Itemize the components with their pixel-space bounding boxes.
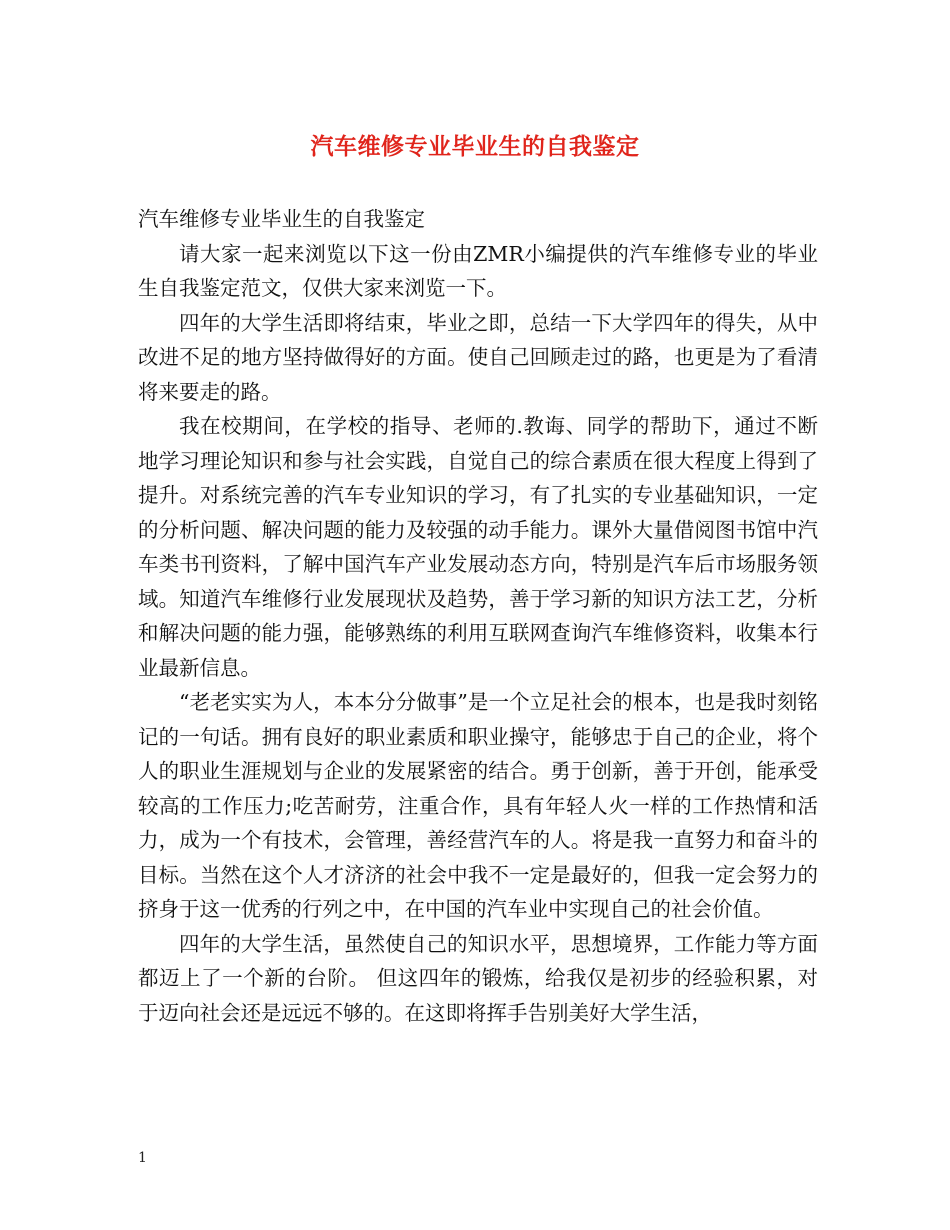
paragraph-intro: 请大家一起来浏览以下这一份由ZMR小编提供的汽车维修专业的毕业生自我鉴定范文，仅供大家来浏览一下。 [138,241,818,300]
paragraph-character: “老老实实为人，本本分分做事”是一个立足社会的根本，也是我时刻铭记的一句话。拥有良好的职业素质和职业操守，能够忠于自己的企业，将个人的职业生涯规划与企业的发展紧密的结合。勇于创新，善于开创，能承受较高的工作压力;吃苦耐劳，注重合作，具有年轻人火一样的工作热情和活力，成为一个有技术，会管理，善经营汽车的人。将是我一直努力和奋斗的目标。当然在这个人才济济的社会中我不一定是最好的，但我一定会努力的挤身于这一优秀的行列之中，在中国的汽车业中实现自己的社会价值。 [138,690,818,921]
paragraph-summary: 四年的大学生活即将结束，毕业之即，总结一下大学四年的得失，从中改进不足的地方坚持做得好的方面。使自己回顾走过的路，也更是为了看清将来要走的路。 [138,310,818,404]
document-subtitle: 汽车维修专业毕业生的自我鉴定 [138,207,425,231]
document-title: 汽车维修专业毕业生的自我鉴定 [310,134,640,160]
document-body [138,202,818,1030]
paragraph-conclusion: 四年的大学生活，虽然使自己的知识水平，思想境界，工作能力等方面都迈上了一个新的台阶。 但这四年的锻炼，给我仅是初步的经验积累，对于迈向社会还是远远不够的。在这即将挥手告别美好大学生活， [138,931,818,1025]
page-number: 1 [138,1150,147,1166]
paragraph-study: 我在校期间，在学校的指导、老师的.教诲、同学的帮助下，通过不断地学习理论知识和参与社会实践，自觉自己的综合素质在很大程度上得到了提升。对系统完善的汽车专业知识的学习，有了扎实的专业基础知识，一定的分析问题、解决问题的能力及较强的动手能力。课外大量借阅图书馆中汽车类书刊资料，了解中国汽车产业发展动态方向，特别是汽车后市场服务领域。知道汽车维修行业发展现状及趋势，善于学习新的知识方法工艺，分析和解决问题的能力强，能够熟练的利用互联网查询汽车维修资料，收集本行业最新信息。 [138,414,818,680]
